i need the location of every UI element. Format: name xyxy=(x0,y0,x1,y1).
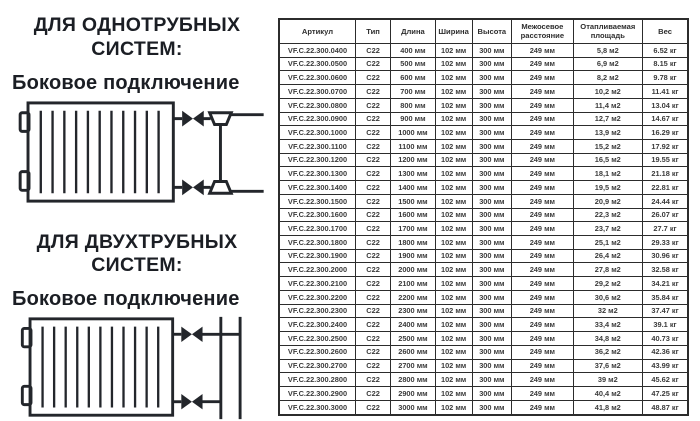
table-cell: C22 xyxy=(355,194,390,208)
table-row xyxy=(279,153,688,167)
table-cell: 300 мм xyxy=(472,126,512,140)
table-cell: 102 мм xyxy=(435,373,472,387)
table-cell: C22 xyxy=(355,208,390,222)
table-cell: C22 xyxy=(355,249,390,263)
table-row xyxy=(279,318,688,332)
table-cell: 102 мм xyxy=(435,222,472,236)
two-pipe-title: ДЛЯ ДВУХТРУБНЫХ СИСТЕМ: xyxy=(36,230,238,277)
table-cell: 102 мм xyxy=(435,140,472,154)
table-cell: 15,2 м2 xyxy=(573,140,643,154)
table-cell: 16.29 кг xyxy=(643,126,688,140)
table-cell: VF.C.22.300.1200 xyxy=(279,153,355,167)
table-cell: 27.7 кг xyxy=(643,222,688,236)
table-cell: 102 мм xyxy=(435,194,472,208)
table-cell: 102 мм xyxy=(435,153,472,167)
table-cell: 300 мм xyxy=(472,208,512,222)
table-cell: 1600 мм xyxy=(391,208,436,222)
table-cell: C22 xyxy=(355,43,390,57)
table-cell: C22 xyxy=(355,181,390,195)
table-cell: 249 мм xyxy=(512,359,573,373)
table-cell: VF.C.22.300.2600 xyxy=(279,345,355,359)
table-cell: 2000 мм xyxy=(391,263,436,277)
table-cell: 102 мм xyxy=(435,181,472,195)
table-row xyxy=(279,57,688,71)
table-cell: 249 мм xyxy=(512,386,573,400)
table-row xyxy=(279,208,688,222)
column-header: Длина xyxy=(391,19,436,43)
table-cell: VF.C.22.300.2300 xyxy=(279,304,355,318)
table-cell: 300 мм xyxy=(472,249,512,263)
table-cell: 35.84 кг xyxy=(643,290,688,304)
spec-table xyxy=(278,18,689,416)
table-cell: 30.96 кг xyxy=(643,249,688,263)
table-cell: 2300 мм xyxy=(391,304,436,318)
left-panel xyxy=(0,0,274,421)
column-header: Ширина xyxy=(435,19,472,43)
table-cell: VF.C.22.300.1800 xyxy=(279,236,355,250)
table-cell: 249 мм xyxy=(512,208,573,222)
table-cell: 2200 мм xyxy=(391,290,436,304)
table-cell: 102 мм xyxy=(435,304,472,318)
table-row xyxy=(279,263,688,277)
table-cell: 249 мм xyxy=(512,98,573,112)
table-cell: 29.33 кг xyxy=(643,236,688,250)
table-cell: 249 мм xyxy=(512,277,573,291)
table-cell: C22 xyxy=(355,126,390,140)
radiator-bracket-bottom xyxy=(20,171,29,190)
radiator-bracket-top xyxy=(22,329,31,347)
table-cell: 300 мм xyxy=(472,43,512,57)
table-cell: 300 мм xyxy=(472,57,512,71)
table-cell: 26.07 кг xyxy=(643,208,688,222)
table-cell: C22 xyxy=(355,98,390,112)
table-cell: 300 мм xyxy=(472,290,512,304)
table-cell: C22 xyxy=(355,71,390,85)
valve-icons xyxy=(181,327,202,410)
table-cell: VF.C.22.300.1600 xyxy=(279,208,355,222)
radiator-fins xyxy=(43,327,159,408)
table-cell: 249 мм xyxy=(512,236,573,250)
table-cell: 300 мм xyxy=(472,400,512,415)
two-pipe-diagram-icon xyxy=(8,315,266,421)
table-cell: 102 мм xyxy=(435,277,472,291)
table-cell: VF.C.22.300.2700 xyxy=(279,359,355,373)
table-cell: 1400 мм xyxy=(391,181,436,195)
table-cell: 102 мм xyxy=(435,332,472,346)
table-cell: 300 мм xyxy=(472,181,512,195)
table-cell: VF.C.22.300.0800 xyxy=(279,98,355,112)
table-cell: C22 xyxy=(355,167,390,181)
table-cell: 249 мм xyxy=(512,112,573,126)
table-cell: 249 мм xyxy=(512,57,573,71)
table-cell: 102 мм xyxy=(435,112,472,126)
table-cell: 1900 мм xyxy=(391,249,436,263)
table-cell: 300 мм xyxy=(472,304,512,318)
table-cell: 249 мм xyxy=(512,332,573,346)
table-cell: 19.55 кг xyxy=(643,153,688,167)
table-cell: 40,4 м2 xyxy=(573,386,643,400)
table-cell: 2400 мм xyxy=(391,318,436,332)
table-cell: 39.1 кг xyxy=(643,318,688,332)
table-cell: 2900 мм xyxy=(391,386,436,400)
table-cell: VF.C.22.300.2200 xyxy=(279,290,355,304)
table-cell: C22 xyxy=(355,386,390,400)
table-row xyxy=(279,332,688,346)
table-cell: 249 мм xyxy=(512,263,573,277)
column-header: Межосевое расстояние xyxy=(512,19,573,43)
table-cell: C22 xyxy=(355,222,390,236)
table-cell: 102 мм xyxy=(435,71,472,85)
table-cell: VF.C.22.300.3000 xyxy=(279,400,355,415)
table-cell: VF.C.22.300.0700 xyxy=(279,85,355,99)
table-cell: VF.C.22.300.0900 xyxy=(279,112,355,126)
table-cell: 26,4 м2 xyxy=(573,249,643,263)
table-cell: VF.C.22.300.1400 xyxy=(279,181,355,195)
table-cell: 102 мм xyxy=(435,249,472,263)
table-cell: 29,2 м2 xyxy=(573,277,643,291)
table-cell: 32 м2 xyxy=(573,304,643,318)
table-cell: 1000 мм xyxy=(391,126,436,140)
table-cell: 102 мм xyxy=(435,290,472,304)
table-cell: 300 мм xyxy=(472,167,512,181)
table-cell: 300 мм xyxy=(472,277,512,291)
table-row xyxy=(279,236,688,250)
table-cell: 102 мм xyxy=(435,236,472,250)
table-cell: 300 мм xyxy=(472,85,512,99)
table-cell: 102 мм xyxy=(435,345,472,359)
table-row xyxy=(279,167,688,181)
table-cell: VF.C.22.300.0500 xyxy=(279,57,355,71)
table-cell: 8.15 кг xyxy=(643,57,688,71)
table-cell: 17.92 кг xyxy=(643,140,688,154)
table-row xyxy=(279,373,688,387)
table-row xyxy=(279,98,688,112)
table-cell: 11,4 м2 xyxy=(573,98,643,112)
table-cell: 2600 мм xyxy=(391,345,436,359)
table-row xyxy=(279,386,688,400)
table-cell: 30,6 м2 xyxy=(573,290,643,304)
table-cell: 39 м2 xyxy=(573,373,643,387)
table-cell: C22 xyxy=(355,57,390,71)
table-cell: VF.C.22.300.2100 xyxy=(279,277,355,291)
table-cell: 2700 мм xyxy=(391,359,436,373)
table-cell: 300 мм xyxy=(472,236,512,250)
table-cell: 102 мм xyxy=(435,98,472,112)
table-cell: 102 мм xyxy=(435,208,472,222)
column-header: Тип xyxy=(355,19,390,43)
table-cell: VF.C.22.300.1500 xyxy=(279,194,355,208)
table-cell: 2100 мм xyxy=(391,277,436,291)
table-cell: C22 xyxy=(355,332,390,346)
table-cell: 249 мм xyxy=(512,85,573,99)
table-row xyxy=(279,85,688,99)
table-cell: 102 мм xyxy=(435,167,472,181)
table-cell: 19,5 м2 xyxy=(573,181,643,195)
table-cell: 249 мм xyxy=(512,249,573,263)
table-cell: C22 xyxy=(355,140,390,154)
table-cell: 800 мм xyxy=(391,98,436,112)
table-cell: VF.C.22.300.1700 xyxy=(279,222,355,236)
table-cell: 249 мм xyxy=(512,345,573,359)
two-pipe-subtitle: Боковое подключение xyxy=(12,288,240,311)
table-cell: VF.C.22.300.1000 xyxy=(279,126,355,140)
table-cell: 102 мм xyxy=(435,400,472,415)
table-cell: 13,9 м2 xyxy=(573,126,643,140)
table-cell: 1200 мм xyxy=(391,153,436,167)
table-cell: 300 мм xyxy=(472,194,512,208)
table-cell: 9.78 кг xyxy=(643,71,688,85)
table-cell: VF.C.22.300.2400 xyxy=(279,318,355,332)
table-cell: 21.18 кг xyxy=(643,167,688,181)
table-cell: 600 мм xyxy=(391,71,436,85)
table-cell: C22 xyxy=(355,277,390,291)
table-cell: C22 xyxy=(355,373,390,387)
table-row xyxy=(279,290,688,304)
table-row xyxy=(279,71,688,85)
table-cell: 249 мм xyxy=(512,167,573,181)
spec-table-body xyxy=(279,43,688,415)
table-cell: 400 мм xyxy=(391,43,436,57)
radiator-fins xyxy=(41,110,159,192)
table-row xyxy=(279,140,688,154)
table-cell: 249 мм xyxy=(512,304,573,318)
table-cell: 300 мм xyxy=(472,71,512,85)
table-row xyxy=(279,126,688,140)
table-cell: 43.99 кг xyxy=(643,359,688,373)
table-cell: 47.25 кг xyxy=(643,386,688,400)
table-cell: 36,2 м2 xyxy=(573,345,643,359)
table-cell: 1700 мм xyxy=(391,222,436,236)
table-cell: C22 xyxy=(355,112,390,126)
table-cell: 32.58 кг xyxy=(643,263,688,277)
table-cell: 2500 мм xyxy=(391,332,436,346)
table-cell: 249 мм xyxy=(512,181,573,195)
radiator-bracket-bottom xyxy=(22,386,31,404)
table-cell: 249 мм xyxy=(512,71,573,85)
column-header: Вес xyxy=(643,19,688,43)
table-cell: 37,6 м2 xyxy=(573,359,643,373)
table-cell: 300 мм xyxy=(472,112,512,126)
table-cell: 249 мм xyxy=(512,126,573,140)
table-row xyxy=(279,194,688,208)
table-cell: 25,1 м2 xyxy=(573,236,643,250)
table-cell: 300 мм xyxy=(472,332,512,346)
table-cell: 48.87 кг xyxy=(643,400,688,415)
table-cell: 34.21 кг xyxy=(643,277,688,291)
table-cell: 16,5 м2 xyxy=(573,153,643,167)
table-cell: 700 мм xyxy=(391,85,436,99)
table-cell: 6,9 м2 xyxy=(573,57,643,71)
table-cell: 249 мм xyxy=(512,140,573,154)
table-cell: C22 xyxy=(355,304,390,318)
table-row xyxy=(279,249,688,263)
table-cell: 3000 мм xyxy=(391,400,436,415)
table-cell: 300 мм xyxy=(472,386,512,400)
table-cell: VF.C.22.300.0400 xyxy=(279,43,355,57)
table-cell: 102 мм xyxy=(435,43,472,57)
table-cell: C22 xyxy=(355,153,390,167)
table-cell: 37.47 кг xyxy=(643,304,688,318)
table-cell: 300 мм xyxy=(472,222,512,236)
table-cell: VF.C.22.300.1300 xyxy=(279,167,355,181)
table-row xyxy=(279,181,688,195)
two-pipe-section xyxy=(8,231,266,421)
table-cell: VF.C.22.300.1100 xyxy=(279,140,355,154)
table-cell: 18,1 м2 xyxy=(573,167,643,181)
table-cell: 249 мм xyxy=(512,194,573,208)
table-cell: 249 мм xyxy=(512,43,573,57)
table-cell: 33,4 м2 xyxy=(573,318,643,332)
table-cell: 102 мм xyxy=(435,318,472,332)
table-cell: 1300 мм xyxy=(391,167,436,181)
table-cell: C22 xyxy=(355,236,390,250)
table-cell: 102 мм xyxy=(435,359,472,373)
table-cell: 102 мм xyxy=(435,263,472,277)
table-cell: 102 мм xyxy=(435,85,472,99)
table-cell: 249 мм xyxy=(512,400,573,415)
table-cell: 300 мм xyxy=(472,359,512,373)
column-header: Высота xyxy=(472,19,512,43)
single-pipe-subtitle: Боковое подключение xyxy=(12,71,240,94)
table-row xyxy=(279,345,688,359)
table-cell: 300 мм xyxy=(472,98,512,112)
valve-icons xyxy=(182,110,204,194)
table-row xyxy=(279,277,688,291)
table-cell: 13.04 кг xyxy=(643,98,688,112)
table-row xyxy=(279,400,688,415)
table-cell: 1500 мм xyxy=(391,194,436,208)
table-cell: 249 мм xyxy=(512,222,573,236)
table-cell: 300 мм xyxy=(472,153,512,167)
table-row xyxy=(279,359,688,373)
right-panel xyxy=(274,0,700,421)
table-cell: 11.41 кг xyxy=(643,85,688,99)
table-cell: 8,2 м2 xyxy=(573,71,643,85)
table-cell: 300 мм xyxy=(472,140,512,154)
table-cell: C22 xyxy=(355,359,390,373)
table-cell: C22 xyxy=(355,85,390,99)
table-cell: VF.C.22.300.2900 xyxy=(279,386,355,400)
table-cell: 300 мм xyxy=(472,373,512,387)
table-cell: 249 мм xyxy=(512,153,573,167)
table-cell: 500 мм xyxy=(391,57,436,71)
table-cell: C22 xyxy=(355,345,390,359)
table-row xyxy=(279,304,688,318)
table-cell: 42.36 кг xyxy=(643,345,688,359)
table-cell: 24.44 кг xyxy=(643,194,688,208)
table-cell: 27,8 м2 xyxy=(573,263,643,277)
table-cell: 6.52 кг xyxy=(643,43,688,57)
table-cell: 102 мм xyxy=(435,386,472,400)
table-cell: 102 мм xyxy=(435,57,472,71)
table-row xyxy=(279,222,688,236)
table-cell: VF.C.22.300.2800 xyxy=(279,373,355,387)
table-cell: C22 xyxy=(355,263,390,277)
table-cell: 5,8 м2 xyxy=(573,43,643,57)
table-cell: 41,8 м2 xyxy=(573,400,643,415)
table-cell: C22 xyxy=(355,290,390,304)
table-cell: 300 мм xyxy=(472,345,512,359)
table-row xyxy=(279,112,688,126)
single-pipe-diagram-icon xyxy=(8,99,266,207)
table-cell: 12,7 м2 xyxy=(573,112,643,126)
table-cell: 2800 мм xyxy=(391,373,436,387)
column-header: Артикул xyxy=(279,19,355,43)
single-pipe-section xyxy=(8,14,266,207)
table-cell: 1100 мм xyxy=(391,140,436,154)
table-cell: VF.C.22.300.2000 xyxy=(279,263,355,277)
table-cell: C22 xyxy=(355,400,390,415)
table-cell: VF.C.22.300.1900 xyxy=(279,249,355,263)
table-cell: 34,8 м2 xyxy=(573,332,643,346)
table-cell: 1800 мм xyxy=(391,236,436,250)
table-cell: 249 мм xyxy=(512,373,573,387)
table-cell: 10,2 м2 xyxy=(573,85,643,99)
table-cell: 40.73 кг xyxy=(643,332,688,346)
table-cell: 14.67 кг xyxy=(643,112,688,126)
table-cell: C22 xyxy=(355,318,390,332)
table-cell: 23,7 м2 xyxy=(573,222,643,236)
table-cell: VF.C.22.300.2500 xyxy=(279,332,355,346)
table-header-row xyxy=(279,19,688,43)
single-pipe-title: ДЛЯ ОДНОТРУБНЫХ СИСТЕМ: xyxy=(33,14,241,60)
table-cell: 900 мм xyxy=(391,112,436,126)
table-cell: 20,9 м2 xyxy=(573,194,643,208)
table-cell: VF.C.22.300.0600 xyxy=(279,71,355,85)
table-row xyxy=(279,43,688,57)
table-cell: 102 мм xyxy=(435,126,472,140)
table-cell: 45.62 кг xyxy=(643,373,688,387)
table-cell: 22.81 кг xyxy=(643,181,688,195)
table-cell: 22,3 м2 xyxy=(573,208,643,222)
table-cell: 249 мм xyxy=(512,318,573,332)
radiator-bracket-top xyxy=(20,112,29,131)
column-header: Отапливаемая площадь xyxy=(573,19,643,43)
table-cell: 300 мм xyxy=(472,318,512,332)
table-cell: 300 мм xyxy=(472,263,512,277)
table-cell: 249 мм xyxy=(512,290,573,304)
